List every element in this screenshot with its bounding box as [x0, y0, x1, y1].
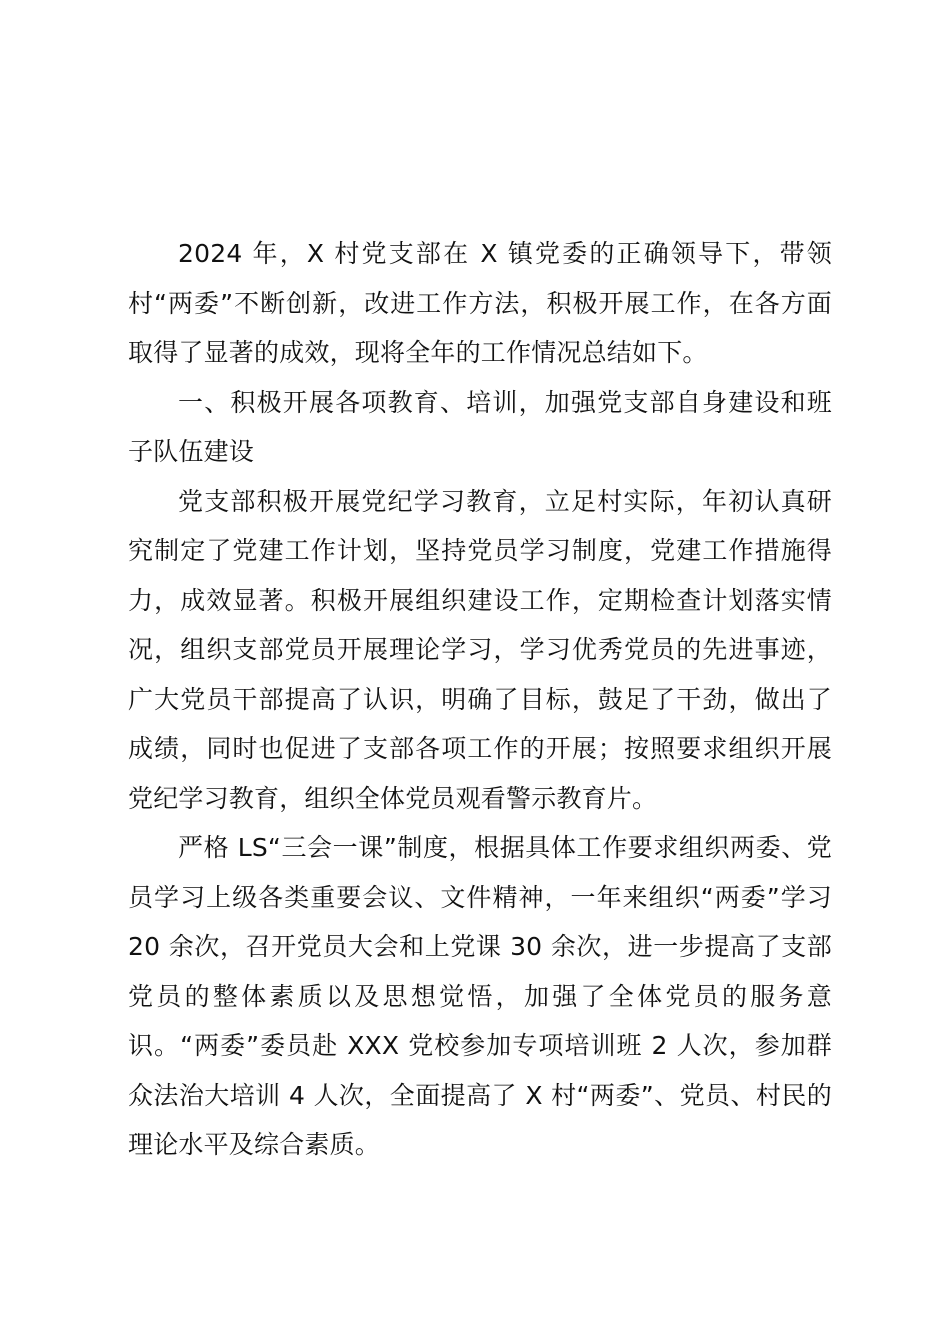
- body-paragraph: 严格 LS“三会一课”制度，根据具体工作要求组织两委、党员学习上级各类重要会议、文件精神，一年来组织“两委”学习 20 余次，召开党员大会和上党课 30 余次，进一步提高了支部党员的整体素质以及思想觉悟，加强了全体党员的服务意识。“两委”委员赴 XXX 党校参加专项培训班 2 人次，参加群众法治大培训 4 人次，全面提高了 X 村“两委”、党员、村民的理论水平及综合素质。: [128, 833, 832, 1159]
- intro-paragraph: 2024 年，X 村党支部在 X 镇党委的正确领导下，带领村“两委”不断创新，改进工作方法，积极开展工作，在各方面取得了显著的成效，现将全年的工作情况总结如下。: [128, 239, 832, 367]
- document-body: [128, 229, 832, 1170]
- body-paragraph: 党支部积极开展党纪学习教育，立足村实际，年初认真研究制定了党建工作计划，坚持党员学习制度，党建工作措施得力，成效显著。积极开展组织建设工作，定期检查计划落实情况，组织支部党员开展理论学习，学习优秀党员的先进事迹，广大党员干部提高了认识，明确了目标，鼓足了干劲，做出了成绩，同时也促进了支部各项工作的开展；按照要求组织开展党纪学习教育，组织全体党员观看警示教育片。: [128, 486, 832, 813]
- section-heading: 一、积极开展各项教育、培训，加强党支部自身建设和班子队伍建设: [128, 387, 832, 466]
